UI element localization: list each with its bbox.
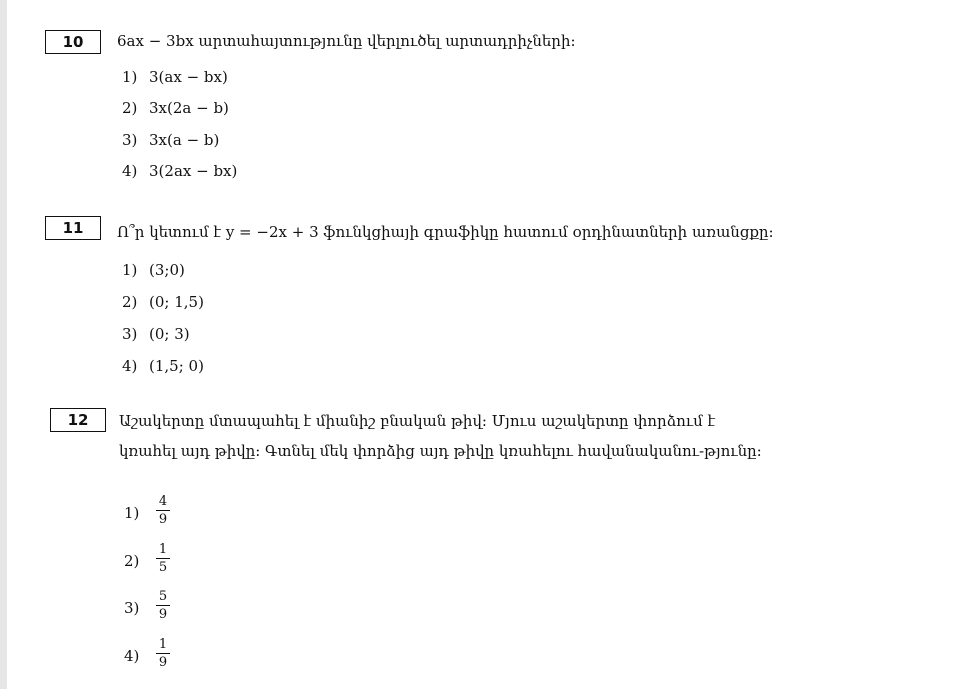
option-number: 3) xyxy=(124,599,140,617)
option-number: 1) xyxy=(124,504,140,522)
option-number: 2) xyxy=(124,552,140,570)
option-text: (0; 1,5) xyxy=(149,293,204,311)
option-number: 2) xyxy=(122,99,138,117)
fraction-bar xyxy=(156,510,170,511)
fraction-denominator: 5 xyxy=(158,560,168,575)
fraction-denominator: 9 xyxy=(158,607,168,622)
fraction-numerator: 5 xyxy=(158,589,168,604)
page-edge-shadow xyxy=(0,0,7,689)
option-2[interactable] xyxy=(122,97,229,119)
question-stem: Ո՞ր կետում է y = −2x + 3 ֆունկցիայի գրաֆիկը հատում օրդինատների առանցքը: xyxy=(117,223,774,241)
option-text: (3;0) xyxy=(149,261,185,279)
option-2[interactable] xyxy=(122,291,204,313)
option-text: (1,5; 0) xyxy=(149,357,204,375)
option-text: (0; 3) xyxy=(149,325,190,343)
option-text: 3(ax − bx) xyxy=(149,68,228,86)
option-number: 2) xyxy=(122,293,138,311)
option-number: 4) xyxy=(124,647,140,665)
fraction-bar xyxy=(156,653,170,654)
option-text: 3(2ax − bx) xyxy=(149,162,238,180)
option-text: 3x(2a − b) xyxy=(149,99,229,117)
option-number: 1) xyxy=(122,261,138,279)
option-number: 4) xyxy=(122,162,138,180)
question-number-box: 11 xyxy=(45,216,101,240)
option-number: 1) xyxy=(122,68,138,86)
question-stem: 6ax − 3bx արտահայտությունը վերլուծել արտադրիչների: xyxy=(117,32,576,50)
fraction-denominator: 9 xyxy=(158,655,168,670)
fraction-denominator: 9 xyxy=(158,512,168,527)
fraction-bar xyxy=(156,605,170,606)
option-text: 3x(a − b) xyxy=(149,131,220,149)
fraction xyxy=(156,542,170,575)
question-number-box: 10 xyxy=(45,30,101,54)
fraction xyxy=(156,494,170,527)
fraction xyxy=(156,637,170,670)
option-1[interactable] xyxy=(122,259,185,281)
fraction xyxy=(156,589,170,622)
option-4[interactable] xyxy=(122,160,237,182)
option-number: 3) xyxy=(122,325,138,343)
question-stem-line-2: կռահել այդ թիվը: Գտնել մեկ փորձից այդ թիվը կռահելու հավանականու-թյունը: xyxy=(119,442,762,460)
fraction-numerator: 1 xyxy=(158,637,168,652)
option-number: 4) xyxy=(122,357,138,375)
fraction-numerator: 4 xyxy=(158,494,168,509)
option-4[interactable] xyxy=(122,355,204,377)
option-1[interactable] xyxy=(122,66,228,88)
option-number: 3) xyxy=(122,131,138,149)
question-number-box: 12 xyxy=(50,408,106,432)
option-3[interactable] xyxy=(122,129,219,151)
fraction-bar xyxy=(156,558,170,559)
question-stem-line-1: Աշակերտը մտապահել է միանիշ բնական թիվ: Մյուս աշակերտը փորձում է xyxy=(119,412,716,430)
option-3[interactable] xyxy=(122,323,190,345)
fraction-numerator: 1 xyxy=(158,542,168,557)
